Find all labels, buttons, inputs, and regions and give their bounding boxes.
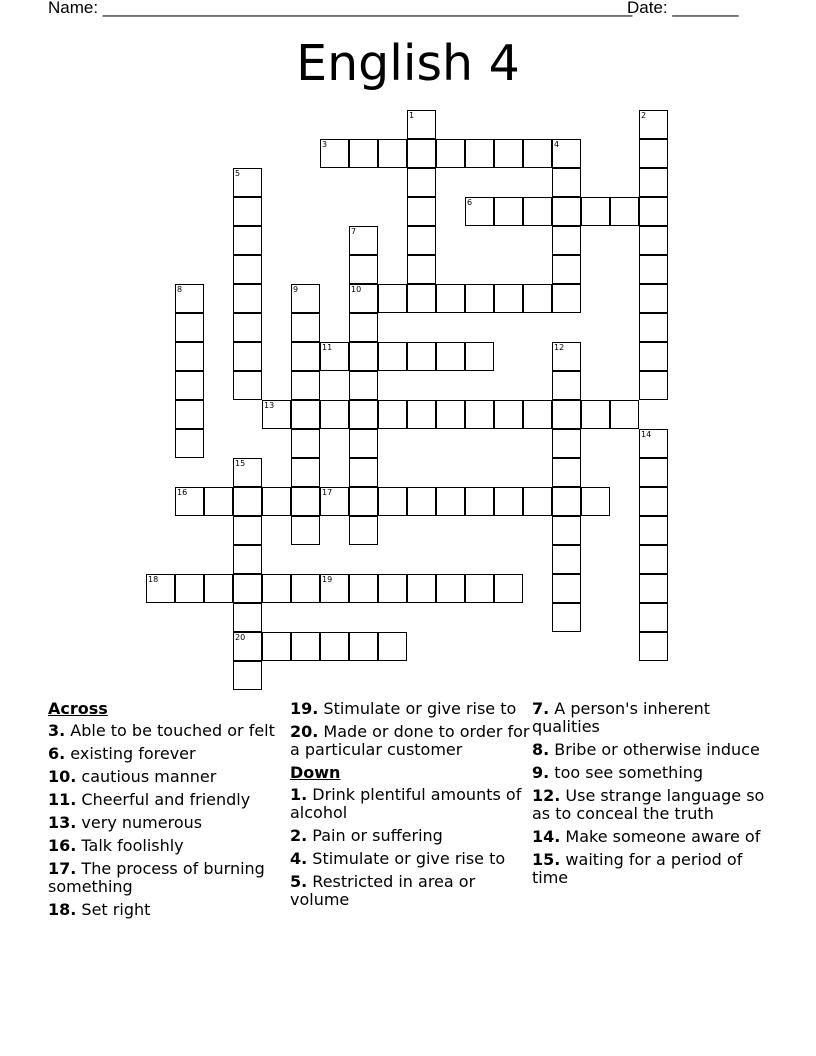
- grid-cell[interactable]: [262, 632, 291, 661]
- grid-cell[interactable]: [349, 342, 378, 371]
- grid-cell[interactable]: [349, 487, 378, 516]
- clue-item-number: 5.: [290, 872, 308, 891]
- grid-cell[interactable]: [349, 139, 378, 168]
- grid-cell[interactable]: [523, 284, 552, 313]
- grid-cell[interactable]: [639, 284, 668, 313]
- grid-cell[interactable]: [465, 487, 494, 516]
- clue-item-text: Bribe or otherwise induce: [549, 740, 760, 759]
- clue-item: [48, 814, 288, 832]
- grid-cell[interactable]: [262, 487, 291, 516]
- grid-cell[interactable]: [407, 255, 436, 284]
- clue-item-number: 16.: [48, 836, 77, 855]
- grid-cell[interactable]: [407, 197, 436, 226]
- clue-number: 7: [351, 227, 357, 236]
- clue-item-number: 3.: [48, 721, 66, 740]
- clue-item-number: 1.: [290, 785, 308, 804]
- clue-item: [290, 850, 530, 868]
- grid-cell[interactable]: [639, 574, 668, 603]
- grid-cell[interactable]: [291, 313, 320, 342]
- clue-item-text: Drink plentiful amounts of alcohol: [290, 785, 522, 822]
- clue-item-text: Stimulate or give rise to: [307, 849, 506, 868]
- clue-column-3: [532, 700, 772, 892]
- clue-item: [48, 837, 288, 855]
- grid-cell[interactable]: [552, 226, 581, 255]
- grid-cell[interactable]: [407, 226, 436, 255]
- grid-cell[interactable]: [523, 400, 552, 429]
- grid-cell[interactable]: [639, 371, 668, 400]
- grid-cell[interactable]: [552, 400, 581, 429]
- grid-cell[interactable]: [639, 168, 668, 197]
- clue-number: 5: [235, 169, 241, 178]
- grid-cell[interactable]: [349, 458, 378, 487]
- grid-cell[interactable]: [233, 545, 262, 574]
- grid-cell[interactable]: [320, 400, 349, 429]
- grid-cell[interactable]: [581, 400, 610, 429]
- grid-cell[interactable]: [494, 574, 523, 603]
- grid-cell[interactable]: [465, 197, 494, 226]
- grid-cell[interactable]: [349, 313, 378, 342]
- clue-number: 17: [322, 488, 333, 497]
- across-heading: Across: [48, 699, 108, 718]
- clue-item-text: Set right: [76, 900, 151, 919]
- clue-number: 12: [554, 343, 565, 352]
- grid-cell[interactable]: [320, 632, 349, 661]
- clue-item-text: Stimulate or give rise to: [318, 699, 517, 718]
- grid-cell[interactable]: [233, 487, 262, 516]
- grid-cell[interactable]: [233, 603, 262, 632]
- grid-cell[interactable]: [233, 458, 262, 487]
- grid-cell[interactable]: [639, 545, 668, 574]
- clue-item: [532, 828, 772, 846]
- grid-cell[interactable]: [175, 400, 204, 429]
- grid-cell[interactable]: [639, 139, 668, 168]
- grid-cell[interactable]: [639, 197, 668, 226]
- clue-item-text: existing forever: [65, 744, 196, 763]
- clue-item-number: 11.: [48, 790, 77, 809]
- grid-cell[interactable]: [407, 139, 436, 168]
- clue-number: 16: [177, 488, 188, 497]
- grid-cell[interactable]: [175, 487, 204, 516]
- clue-item-number: 15.: [532, 850, 561, 869]
- clue-item-number: 2.: [290, 826, 308, 845]
- grid-cell[interactable]: [291, 574, 320, 603]
- grid-cell[interactable]: [436, 342, 465, 371]
- grid-cell[interactable]: [639, 110, 668, 139]
- clue-column-1: [48, 700, 288, 924]
- grid-cell[interactable]: [349, 284, 378, 313]
- grid-cell[interactable]: [378, 400, 407, 429]
- grid-cell[interactable]: [436, 574, 465, 603]
- grid-cell[interactable]: [262, 400, 291, 429]
- grid-cell[interactable]: [349, 632, 378, 661]
- grid-cell[interactable]: [552, 139, 581, 168]
- grid-cell[interactable]: [407, 110, 436, 139]
- clue-item-number: 10.: [48, 767, 77, 786]
- grid-cell[interactable]: [465, 342, 494, 371]
- clue-number: 13: [264, 401, 275, 410]
- grid-cell[interactable]: [320, 139, 349, 168]
- grid-cell[interactable]: [233, 632, 262, 661]
- clue-item-text: Cheerful and friendly: [76, 790, 251, 809]
- clue-item-number: 19.: [290, 699, 319, 718]
- clue-item-text: A person's inherent qualities: [532, 699, 711, 736]
- grid-cell[interactable]: [291, 400, 320, 429]
- clue-item: [532, 851, 772, 887]
- grid-cell[interactable]: [175, 313, 204, 342]
- clue-item: [290, 786, 530, 822]
- grid-cell[interactable]: [233, 168, 262, 197]
- grid-cell[interactable]: [204, 487, 233, 516]
- grid-cell[interactable]: [349, 255, 378, 284]
- clue-item-text: too see something: [549, 763, 704, 782]
- clue-number: 4: [554, 140, 560, 149]
- clue-item-text: waiting for a period of time: [532, 850, 743, 887]
- grid-cell[interactable]: [204, 574, 233, 603]
- grid-cell[interactable]: [291, 284, 320, 313]
- clue-item-number: 13.: [48, 813, 77, 832]
- grid-cell[interactable]: [233, 313, 262, 342]
- grid-cell[interactable]: [320, 342, 349, 371]
- grid-cell[interactable]: [349, 429, 378, 458]
- grid-cell[interactable]: [639, 342, 668, 371]
- clue-item-number: 20.: [290, 722, 319, 741]
- grid-cell[interactable]: [349, 400, 378, 429]
- grid-cell[interactable]: [436, 487, 465, 516]
- grid-cell[interactable]: [552, 458, 581, 487]
- clue-item: [290, 827, 530, 845]
- grid-cell[interactable]: [349, 574, 378, 603]
- grid-cell[interactable]: [494, 284, 523, 313]
- clue-item-text: Pain or suffering: [307, 826, 443, 845]
- grid-cell[interactable]: [639, 313, 668, 342]
- grid-cell[interactable]: [552, 429, 581, 458]
- clue-item-text: The process of burning something: [48, 859, 265, 896]
- clue-item: [532, 764, 772, 782]
- clue-item-text: Able to be touched or felt: [65, 721, 275, 740]
- clue-item: [48, 768, 288, 786]
- grid-cell[interactable]: [465, 574, 494, 603]
- grid-cell[interactable]: [378, 632, 407, 661]
- grid-cell[interactable]: [233, 516, 262, 545]
- clue-item-number: 4.: [290, 849, 308, 868]
- clue-item-text: very numerous: [76, 813, 203, 832]
- clue-number: 15: [235, 459, 246, 468]
- name-label: Name: ________________________________________________________: [48, 0, 633, 17]
- grid-cell[interactable]: [349, 516, 378, 545]
- grid-cell[interactable]: [552, 284, 581, 313]
- grid-cell[interactable]: [436, 284, 465, 313]
- clue-item-text: Restricted in area or volume: [290, 872, 476, 909]
- clue-item: [48, 860, 288, 896]
- grid-cell[interactable]: [552, 197, 581, 226]
- grid-cell[interactable]: [233, 574, 262, 603]
- grid-cell[interactable]: [175, 429, 204, 458]
- grid-cell[interactable]: [494, 197, 523, 226]
- grid-cell[interactable]: [552, 516, 581, 545]
- grid-cell[interactable]: [610, 400, 639, 429]
- grid-cell[interactable]: [639, 458, 668, 487]
- grid-cell[interactable]: [552, 371, 581, 400]
- grid-cell[interactable]: [639, 603, 668, 632]
- clue-item: [48, 722, 288, 740]
- clue-item-text: Talk foolishly: [76, 836, 184, 855]
- grid-cell[interactable]: [494, 400, 523, 429]
- clue-column-2: [290, 700, 530, 914]
- grid-cell[interactable]: [291, 342, 320, 371]
- clue-item-text: Make someone aware of: [560, 827, 761, 846]
- grid-cell[interactable]: [465, 400, 494, 429]
- date-label: Date: _______: [627, 0, 739, 17]
- grid-cell[interactable]: [378, 487, 407, 516]
- grid-cell[interactable]: [465, 284, 494, 313]
- grid-cell[interactable]: [233, 661, 262, 690]
- grid-cell[interactable]: [581, 487, 610, 516]
- grid-cell[interactable]: [436, 139, 465, 168]
- grid-cell[interactable]: [291, 632, 320, 661]
- clue-item-number: 6.: [48, 744, 66, 763]
- grid-cell[interactable]: [610, 197, 639, 226]
- grid-cell[interactable]: [407, 284, 436, 313]
- clue-number: 20: [235, 633, 246, 642]
- clue-item-number: 9.: [532, 763, 550, 782]
- grid-cell[interactable]: [407, 342, 436, 371]
- clue-item-number: 17.: [48, 859, 77, 878]
- grid-cell[interactable]: [639, 429, 668, 458]
- grid-cell[interactable]: [436, 400, 465, 429]
- grid-cell[interactable]: [523, 487, 552, 516]
- clue-number: 2: [641, 111, 647, 120]
- grid-cell[interactable]: [349, 226, 378, 255]
- grid-cell[interactable]: [291, 487, 320, 516]
- grid-cell[interactable]: [552, 574, 581, 603]
- clue-number: 14: [641, 430, 652, 439]
- grid-cell[interactable]: [291, 516, 320, 545]
- clue-number: 18: [148, 575, 159, 584]
- grid-cell[interactable]: [465, 139, 494, 168]
- clue-item-number: 14.: [532, 827, 561, 846]
- grid-cell[interactable]: [291, 371, 320, 400]
- clue-item-text: Use strange language so as to conceal the truth: [532, 786, 765, 823]
- grid-cell[interactable]: [407, 487, 436, 516]
- grid-cell[interactable]: [233, 342, 262, 371]
- grid-cell[interactable]: [552, 487, 581, 516]
- grid-cell[interactable]: [233, 226, 262, 255]
- clue-item-number: 7.: [532, 699, 550, 718]
- grid-cell[interactable]: [639, 487, 668, 516]
- clue-number: 6: [467, 198, 473, 207]
- grid-cell[interactable]: [639, 632, 668, 661]
- clue-item-number: 18.: [48, 900, 77, 919]
- grid-cell[interactable]: [233, 284, 262, 313]
- grid-cell[interactable]: [552, 255, 581, 284]
- clue-item-text: cautious manner: [76, 767, 217, 786]
- grid-cell[interactable]: [175, 284, 204, 313]
- clue-item: [532, 700, 772, 736]
- clue-number: 3: [322, 140, 328, 149]
- grid-cell[interactable]: [378, 574, 407, 603]
- grid-cell[interactable]: [175, 574, 204, 603]
- grid-cell[interactable]: [494, 487, 523, 516]
- clue-number: 11: [322, 343, 333, 352]
- grid-cell[interactable]: [378, 342, 407, 371]
- grid-cell[interactable]: [552, 545, 581, 574]
- clue-number: 8: [177, 285, 183, 294]
- down-heading: Down: [290, 763, 341, 782]
- clue-item: [48, 745, 288, 763]
- clue-number: 1: [409, 111, 415, 120]
- clue-item: [48, 791, 288, 809]
- clue-item: [532, 741, 772, 759]
- grid-cell[interactable]: [175, 371, 204, 400]
- clue-item: [532, 787, 772, 823]
- clue-item-number: 12.: [532, 786, 561, 805]
- page-title: English 4: [296, 35, 520, 92]
- grid-cell[interactable]: [552, 603, 581, 632]
- grid-cell[interactable]: [262, 574, 291, 603]
- grid-cell[interactable]: [378, 284, 407, 313]
- clue-item: [290, 700, 530, 718]
- grid-cell[interactable]: [407, 574, 436, 603]
- grid-cell[interactable]: [523, 139, 552, 168]
- grid-cell[interactable]: [320, 574, 349, 603]
- grid-cell[interactable]: [552, 168, 581, 197]
- clue-item: [290, 873, 530, 909]
- grid-cell[interactable]: [291, 458, 320, 487]
- clue-item: [290, 723, 530, 759]
- grid-cell[interactable]: [349, 371, 378, 400]
- clue-number: 9: [293, 285, 299, 294]
- grid-cell[interactable]: [639, 226, 668, 255]
- grid-cell[interactable]: [146, 574, 175, 603]
- clue-number: 10: [351, 285, 362, 294]
- grid-cell[interactable]: [320, 487, 349, 516]
- grid-cell[interactable]: [581, 197, 610, 226]
- clue-item-text: Made or done to order for a particular customer: [290, 722, 530, 759]
- grid-cell[interactable]: [378, 139, 407, 168]
- clue-item: [48, 901, 288, 919]
- grid-cell[interactable]: [639, 516, 668, 545]
- grid-cell[interactable]: [233, 255, 262, 284]
- grid-cell[interactable]: [407, 168, 436, 197]
- clue-item-number: 8.: [532, 740, 550, 759]
- clue-number: 19: [322, 575, 333, 584]
- grid-cell[interactable]: [494, 139, 523, 168]
- grid-cell[interactable]: [523, 197, 552, 226]
- grid-cell[interactable]: [407, 400, 436, 429]
- grid-cell[interactable]: [233, 197, 262, 226]
- grid-cell[interactable]: [552, 342, 581, 371]
- grid-cell[interactable]: [175, 342, 204, 371]
- grid-cell[interactable]: [291, 429, 320, 458]
- grid-cell[interactable]: [233, 371, 262, 400]
- grid-cell[interactable]: [639, 255, 668, 284]
